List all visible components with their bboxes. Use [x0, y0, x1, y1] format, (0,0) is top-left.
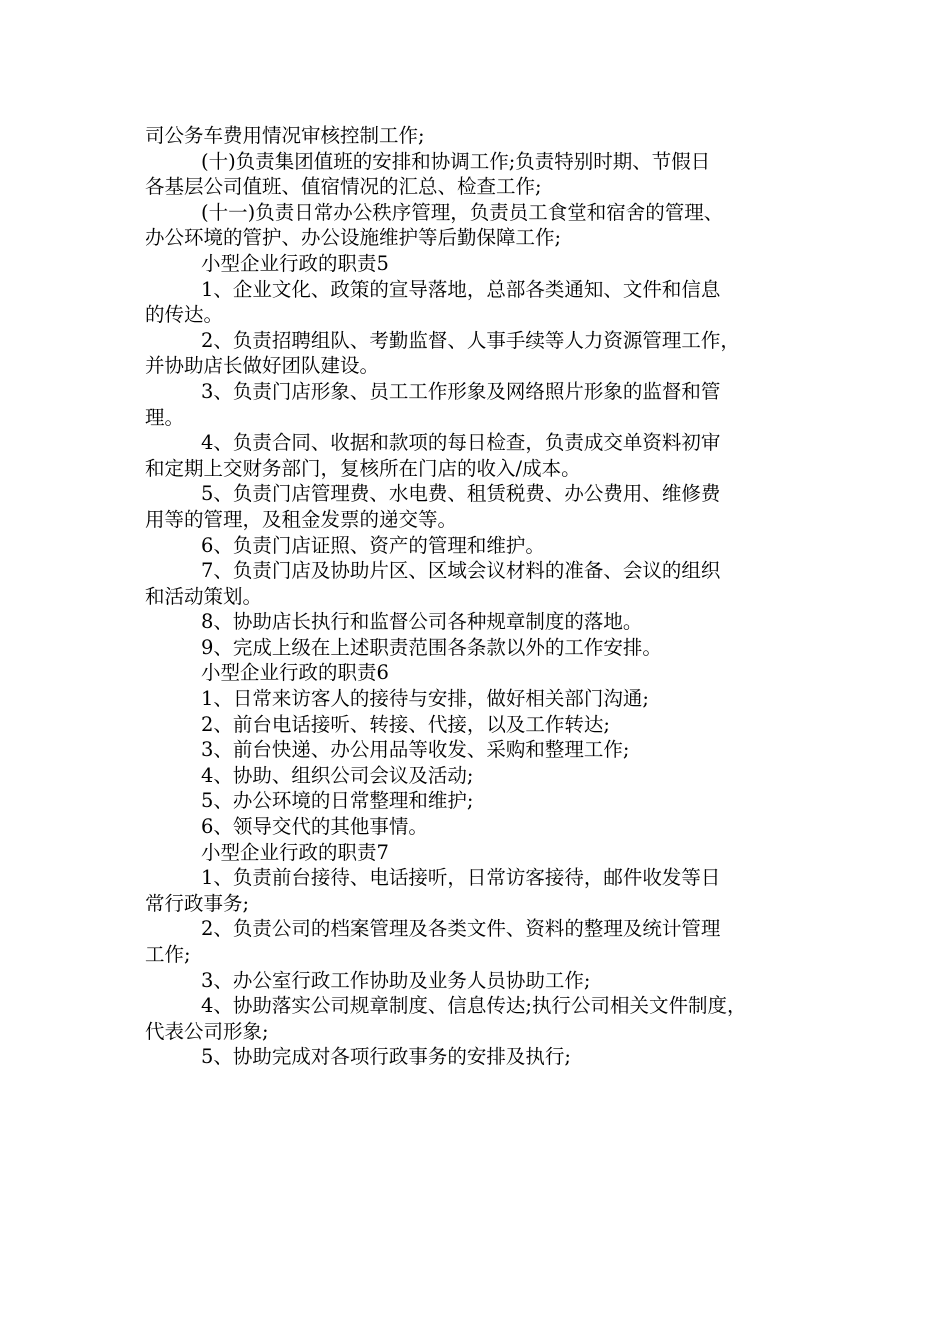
text-line: 4、负责合同、收据和款项的每日检查，负责成交单资料初审	[201, 431, 721, 455]
text-line: 小型企业行政的职责6	[201, 661, 389, 685]
text-line: (十)负责集团值班的安排和协调工作;负责特别时期、节假日	[201, 149, 711, 173]
text-line: 1、企业文化、政策的宣导落地，总部各类通知、文件和信息	[201, 277, 721, 301]
text-line: 2、负责招聘组队、考勤监督、人事手续等人力资源管理工作，	[201, 328, 740, 352]
text-line: 7、负责门店及协助片区、区域会议材料的准备、会议的组织	[201, 559, 721, 583]
text-line: (十一)负责日常办公秩序管理，负责员工食堂和宿舍的管理、	[201, 200, 724, 224]
text-line: 6、领导交代的其他事情。	[201, 815, 428, 839]
text-line: 小型企业行政的职责7	[201, 840, 389, 864]
text-line: 1、负责前台接待、电话接听，日常访客接待，邮件收发等日	[201, 866, 721, 890]
text-line: 和定期上交财务部门，复核所在门店的收入/成本。	[145, 456, 581, 480]
text-line: 4、协助落实公司规章制度、信息传达;执行公司相关文件制度，	[201, 994, 747, 1018]
text-line: 并协助店长做好团队建设。	[145, 354, 380, 378]
text-line: 的传达。	[145, 303, 224, 327]
text-line: 5、办公环境的日常整理和维护;	[201, 789, 474, 813]
text-line: 代表公司形象;	[145, 1019, 269, 1043]
text-line: 用等的管理，及租金发票的递交等。	[145, 507, 458, 531]
text-line: 1、日常来访客人的接待与安排，做好相关部门沟通;	[201, 687, 649, 711]
text-line: 理。	[145, 405, 185, 429]
text-line: 3、前台快递、办公用品等收发、采购和整理工作;	[201, 738, 630, 762]
document-body	[145, 123, 817, 1070]
text-line: 和活动策划。	[145, 584, 263, 608]
text-line: 2、前台电话接听、转接、代接，以及工作转达;	[201, 712, 610, 736]
text-line: 办公环境的管护、办公设施维护等后勤保障工作;	[145, 226, 562, 250]
text-line: 2、负责公司的档案管理及各类文件、资料的整理及统计管理	[201, 917, 721, 941]
text-line: 6、负责门店证照、资产的管理和维护。	[201, 533, 545, 557]
text-line: 工作;	[145, 943, 191, 966]
text-line: 9、完成上级在上述职责范围各条款以外的工作安排。	[201, 635, 662, 659]
text-line: 5、负责门店管理费、水电费、租赁税费、办公费用、维修费	[201, 482, 721, 506]
text-line: 各基层公司值班、值宿情况的汇总、检查工作;	[145, 175, 542, 199]
text-line: 常行政事务;	[145, 891, 250, 915]
text-line: 5、协助完成对各项行政事务的安排及执行;	[201, 1045, 571, 1069]
text-line: 4、协助、组织公司会议及活动;	[201, 763, 474, 787]
text-line: 3、办公室行政工作协助及业务人员协助工作;	[201, 968, 591, 992]
text-line: 3、负责门店形象、员工工作形象及网络照片形象的监督和管	[201, 379, 721, 403]
text-line: 司公务车费用情况审核控制工作;	[145, 124, 425, 147]
text-line: 小型企业行政的职责5	[201, 251, 389, 275]
text-line: 8、协助店长执行和监督公司各种规章制度的落地。	[201, 610, 643, 634]
